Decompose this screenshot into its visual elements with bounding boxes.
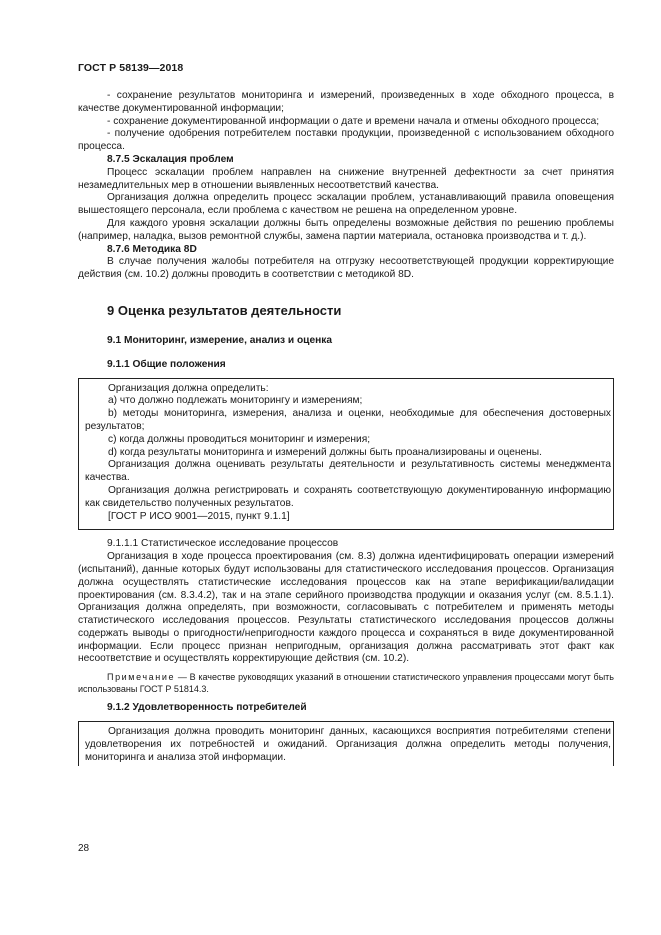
paragraph: Процесс эскалации проблем направлен на снижение внутренней дефектности за счет принятия незамедлительных мер в отношении выявленных несоответствий качества. — [78, 166, 614, 191]
section-title-9-1-2: 9.1.2 Удовлетворенность потребителей — [107, 702, 307, 714]
quote-line: a) что должно подлежать мониторингу и измерениям; — [108, 395, 363, 407]
intro-item: - сохранение документированной информации о дате и времени начала и отмены обходного процесса; — [107, 115, 600, 127]
quote-line: c) когда должны проводиться мониторинг и измерения; — [108, 433, 371, 445]
note-text: — В качестве руководящих указаний в отношении статистического управления процессами могут быть использованы ГОСТ Р 51814.3. — [78, 672, 614, 694]
section-title-8-7-5: 8.7.5 Эскалация проблем — [107, 153, 234, 165]
paragraph: Организация в ходе процесса проектирования (см. 8.3) должна идентифицировать операции измерений (испытаний), данные которых будут использованы для статистического исследования процессов. Организация должна осуществлять статистические исследования процессов как на этапе верификации/валидации проектирования (см. 8.3.4.2), так и на этапе серийного производства продукции и оказания услуг (см. 8.5.1.1). Организация должна определять, при возможности, согласовывать с потребителем и применять методы статистического исследования процессов. Результаты статистического исследования процессов должны содержать выводы о пригодности/непригодности каждого процесса и сохраняться в виде документированной информации. Если процесс признан непригодным, организация должна рассматривать этот факт как несоответствие и осуществлять корректирующие действия (см. 10.2). — [78, 551, 614, 665]
paragraph: Для каждого уровня эскалации должны быть определены возможные действия по решению проблемы (например, наладка, вызов ремонтной службы, замена партии материала, остановка производства и т. д.). — [78, 217, 614, 242]
page-number: 28 — [78, 843, 90, 854]
quote-line: Организация должна оценивать результаты деятельности и результативность системы менеджмента качества. — [85, 459, 611, 484]
quote-line: Организация должна проводить мониторинг данных, касающихся восприятия потребителями степени удовлетворения их потребностей и ожиданий. Организация должна определить методы получения, мониторинга и анализа этой информации. — [85, 726, 611, 763]
paragraph: Организация должна определить процесс эскалации проблем, устанавливающий правила оповещения вышестоящего персонала, если проблема с качеством не решена на определенном уровне. — [78, 192, 614, 217]
section-title-9-1: 9.1 Мониторинг, измерение, анализ и оценка — [107, 334, 333, 346]
quote-source: [ГОСТ Р ИСО 9001—2015, пункт 9.1.1] — [108, 510, 290, 522]
page-content — [78, 90, 614, 766]
quote-line: Организация должна регистрировать и сохранять соответствующую документированную информацию как свидетельство полученных результатов. — [85, 484, 611, 509]
section-title-9-1-1: 9.1.1 Общие положения — [107, 358, 226, 370]
note-label: Примечание — [107, 672, 176, 683]
intro-item: - сохранение результатов мониторинга и измерений, произведенных в ходе обходного процесса, в качестве документированной информации; — [78, 90, 614, 114]
document-header: ГОСТ Р 58139—2018 — [78, 62, 184, 74]
section-title-9: 9 Оценка результатов деятельности — [107, 302, 342, 318]
section-title-9-1-1-1: 9.1.1.1 Статистическое исследование процессов — [107, 538, 339, 550]
quote-line: d) когда результаты мониторинга и измерений должны быть проанализированы и оценены. — [108, 446, 542, 458]
paragraph: В случае получения жалобы потребителя на отгрузку несоответствующей продукции корректирующие действия (см. 10.2) должны проводить в соответствии с методикой 8D. — [78, 256, 614, 281]
section-title-8-7-6: 8.7.6 Методика 8D — [107, 243, 197, 255]
iso-quote-box — [78, 378, 614, 531]
quote-line: Организация должна определить: — [108, 382, 269, 394]
note — [78, 672, 614, 695]
quote-line: b) методы мониторинга, измерения, анализа и оценки, необходимые для обеспечения достоверных результатов; — [85, 408, 611, 432]
intro-item: - получение одобрения потребителем поставки продукции, произведенной с использованием обходного процесса. — [78, 128, 614, 153]
iso-quote-box-continued — [78, 721, 614, 766]
